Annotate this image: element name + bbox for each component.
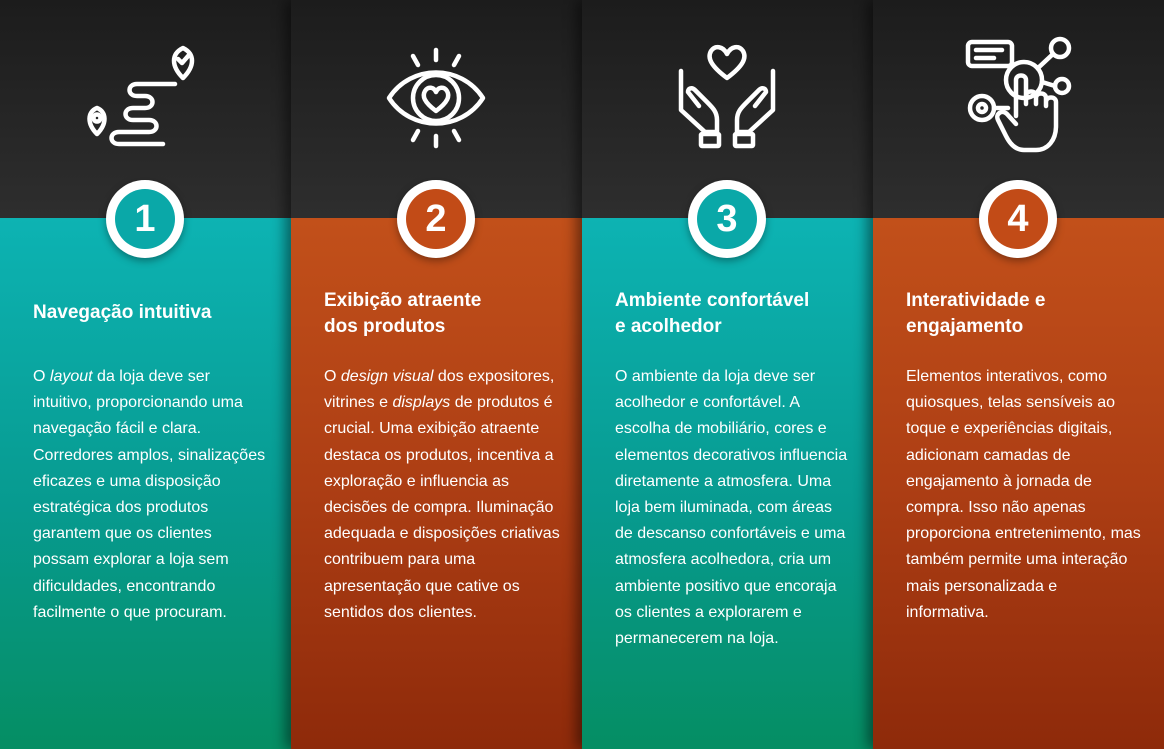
card-text: O layout da loja deve ser intuitivo, proporcionando uma navegação fácil e clara. Corredores amplos, sinalizações eficazes e uma disposição estratégica dos produtos garantem que os clientes possam explorar a loja sem dificuldades, encontrando facilmente o que procuram. (33, 368, 266, 621)
card-text: O design visual dos expositores, vitrines e displays de produtos é crucial. Uma exibição atraente destaca os produtos, incentiva a exploração e influencia as decisões de compra. Iluminação adequada e disposições criativas contribuem para uma apresentação que cative os sentidos dos clientes. (324, 368, 560, 621)
card-text: O ambiente da loja deve ser acolhedor e confortável. A escolha de mobiliário, cores e elementos decorativos influencia diretamente a atmosfera. Uma loja bem iluminada, com áreas de descanso confortáveis e uma atmosfera acolhedora, cria um ambiente positivo que encoraja os clientes a explorarem e permanecerem na loja. (615, 368, 848, 648)
hands-heart-icon (667, 36, 787, 156)
emphasis-text: displays (392, 394, 451, 412)
step-badge (688, 180, 766, 258)
step-number: 1 (115, 189, 175, 249)
card-ambiente (582, 0, 873, 749)
card-title: Interatividade e engajamento (906, 290, 1046, 337)
step-number: 4 (988, 189, 1048, 249)
step-badge (106, 180, 184, 258)
eye-heart-icon (376, 36, 496, 156)
card-title: Exibição atraente dos produtos (324, 290, 482, 337)
touch-hand-icon (958, 36, 1078, 156)
card-text: Elementos interativos, como quiosques, telas sensíveis ao toque e experiências digitais, adicionam camadas de engajamento à jornada de compra. Isso não apenas proporciona entretenimento, mas também permite uma interação mais personalizada e informativa. (906, 368, 1141, 621)
route-pin-icon (85, 36, 205, 156)
card-navegacao (0, 0, 291, 749)
card-interatividade (873, 0, 1164, 749)
step-number: 3 (697, 189, 757, 249)
card-title: Navegação intuitiva (33, 302, 212, 323)
card-title: Ambiente confortável e acolhedor (615, 290, 810, 337)
step-number: 2 (406, 189, 466, 249)
card-exibicao (291, 0, 582, 749)
step-badge (397, 180, 475, 258)
step-badge (979, 180, 1057, 258)
emphasis-text: layout (49, 368, 93, 385)
emphasis-text: design visual (340, 368, 434, 385)
